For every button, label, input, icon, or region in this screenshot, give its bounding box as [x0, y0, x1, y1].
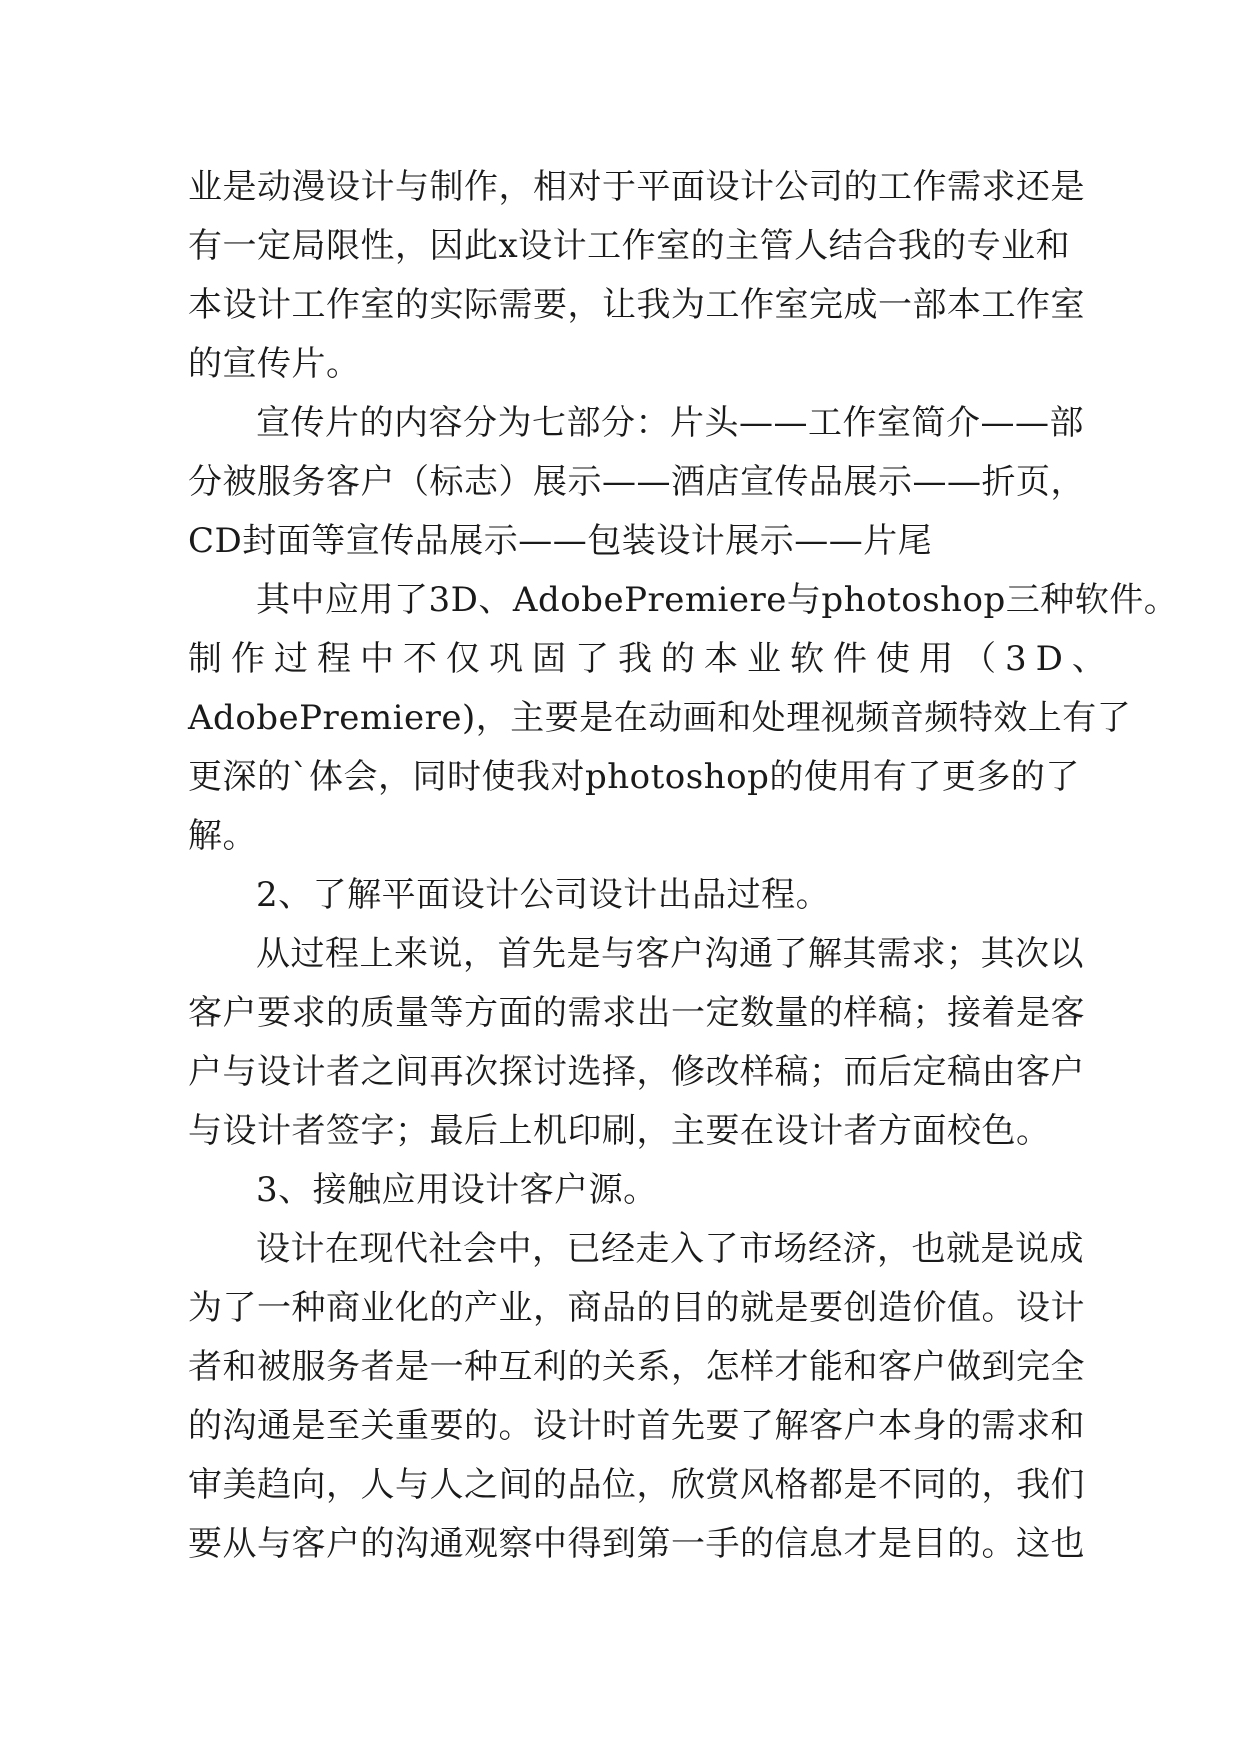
paragraph-first-line: 其中应用了3D、AdobePremiere与photoshop三种软件。	[256, 580, 1179, 620]
body-text	[188, 158, 1179, 1574]
text-line: 要从与客户的沟通观察中得到第一手的信息才是目的。这也	[188, 1524, 1085, 1564]
text-line: 更深的`体会，同时使我对photoshop的使用有了更多的了	[188, 757, 1080, 797]
text-line: 客户要求的质量等方面的需求出一定数量的样稿；接着是客	[188, 993, 1085, 1033]
text-line: CD封面等宣传品展示——包装设计展示——片尾	[188, 521, 933, 561]
text-line: 解。	[188, 816, 257, 856]
section-heading: 3、接触应用设计客户源。	[256, 1170, 658, 1210]
text-line: 者和被服务者是一种互利的关系，怎样才能和客户做到完全	[188, 1347, 1085, 1387]
text-line: 的沟通是至关重要的。设计时首先要了解客户本身的需求和	[188, 1406, 1085, 1446]
text-line: 户与设计者之间再次探讨选择，修改样稿；而后定稿由客户	[188, 1052, 1085, 1092]
text-line: 有一定局限性，因此x设计工作室的主管人结合我的专业和	[188, 226, 1071, 266]
section-heading: 2、了解平面设计公司设计出品过程。	[256, 875, 831, 915]
paragraph-first-line: 从过程上来说，首先是与客户沟通了解其需求；其次以	[256, 934, 1084, 974]
text-line: 本设计工作室的实际需要，让我为工作室完成一部本工作室	[188, 285, 1085, 325]
paragraph-first-line: 宣传片的内容分为七部分：片头——工作室简介——部	[256, 403, 1084, 443]
text-line: 分被服务客户（标志）展示——酒店宣传品展示——折页，	[188, 462, 1085, 502]
text-line: 与设计者签字；最后上机印刷，主要在设计者方面校色。	[188, 1111, 1051, 1151]
text-line: 审美趋向，人与人之间的品位，欣赏风格都是不同的，我们	[188, 1465, 1085, 1505]
text-line: 业是动漫设计与制作，相对于平面设计公司的工作需求还是	[188, 167, 1085, 207]
text-line: 的宣传片。	[188, 344, 361, 384]
text-line: AdobePremiere)，主要是在动画和处理视频音频特效上有了	[188, 698, 1132, 738]
text-line: 为了一种商业化的产业，商品的目的就是要创造价值。设计	[188, 1288, 1085, 1328]
text-line: 制作过程中不仅巩固了我的本业软件使用（3D、	[188, 639, 1115, 679]
paragraph-first-line: 设计在现代社会中，已经走入了市场经济，也就是说成	[256, 1229, 1084, 1269]
